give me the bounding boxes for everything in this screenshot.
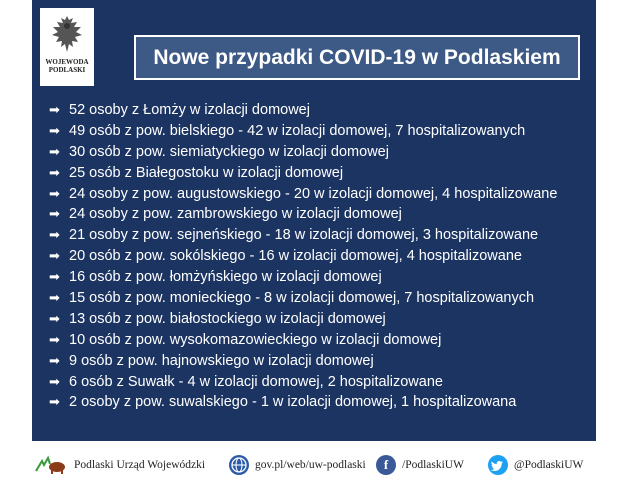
arrow-right-icon: ➡ xyxy=(49,331,60,347)
arrow-right-icon: ➡ xyxy=(49,206,60,222)
website-text: gov.pl/web/uw-podlaski xyxy=(255,459,366,471)
list-item: ➡ 15 osób z pow. monieckiego - 8 w izolacji domowej, 7 hospitalizowanych xyxy=(49,288,589,309)
list-item: ➡ 30 osób z pow. siemiatyckiego w izolacji domowej xyxy=(49,142,589,163)
cases-list xyxy=(49,100,589,413)
emblem-line1: WOJEWODA xyxy=(45,58,89,66)
arrow-right-icon: ➡ xyxy=(49,394,60,410)
list-item: ➡ 24 osoby z pow. zambrowskiego w izolacji domowej xyxy=(49,204,589,225)
twitter-icon xyxy=(488,455,508,475)
arrow-right-icon: ➡ xyxy=(49,164,60,180)
arrow-right-icon: ➡ xyxy=(49,122,60,138)
list-item: ➡ 9 osób z pow. hajnowskiego w izolacji domowej xyxy=(49,351,589,372)
title-box xyxy=(134,35,580,80)
list-item: ➡ 6 osób z Suwałk - 4 w izolacji domowej, 2 hospitalizowane xyxy=(49,372,589,393)
arrow-right-icon: ➡ xyxy=(49,352,60,368)
list-item: ➡ 16 osób z pow. łomżyńskiego w izolacji domowej xyxy=(49,267,589,288)
arrow-right-icon: ➡ xyxy=(49,310,60,326)
list-item: ➡ 24 osoby z pow. augustowskiego - 20 w izolacji domowej, 4 hospitalizowane xyxy=(49,184,589,205)
arrow-right-icon: ➡ xyxy=(49,102,60,117)
twitter-link[interactable] xyxy=(488,455,583,475)
twitter-text: @PodlaskiUW xyxy=(514,459,584,471)
list-item: ➡ 52 osoby z Łomży w izolacji domowej xyxy=(49,100,589,121)
arrow-right-icon: ➡ xyxy=(49,143,60,159)
arrow-right-icon: ➡ xyxy=(49,185,60,201)
list-item: ➡ 13 osób z pow. białostockiego w izolacji domowej xyxy=(49,309,589,330)
facebook-icon: f xyxy=(376,455,396,475)
office-credit xyxy=(34,455,205,475)
page-title: Nowe przypadki COVID-19 w Podlaskiem xyxy=(153,45,561,69)
arrow-right-icon: ➡ xyxy=(49,373,60,389)
eagle-emblem-icon xyxy=(50,14,84,56)
list-item: ➡ 25 osób z Białegostoku w izolacji domowej xyxy=(49,163,589,184)
website-link[interactable] xyxy=(229,455,366,475)
list-item: ➡ 10 osób z pow. wysokomazowieckiego w izolacji domowej xyxy=(49,330,589,351)
arrow-right-icon: ➡ xyxy=(49,227,60,243)
globe-icon xyxy=(229,455,249,475)
list-item: ➡ 2 osoby z pow. suwalskiego - 1 w izolacji domowej, 1 hospitalizowana xyxy=(49,392,589,413)
arrow-right-icon: ➡ xyxy=(49,269,60,285)
arrow-right-icon: ➡ xyxy=(49,248,60,264)
facebook-link[interactable] xyxy=(376,455,464,475)
list-item: ➡ 21 osoby z pow. sejneńskiego - 18 w izolacji domowej, 3 hospitalizowane xyxy=(49,225,589,246)
list-item: ➡ 49 osób z pow. bielskiego - 42 w izolacji domowej, 7 hospitalizowanych xyxy=(49,121,589,142)
arrow-right-icon: ➡ xyxy=(49,290,60,306)
facebook-text: /PodlaskiUW xyxy=(402,459,464,471)
footer xyxy=(0,441,630,489)
office-name: Podlaski Urząd Wojewódzki xyxy=(74,459,206,471)
emblem-line2: PODLASKI xyxy=(48,66,86,74)
list-item: ➡ 20 osób z pow. sokólskiego - 16 w izolacji domowej, 4 hospitalizowane xyxy=(49,246,589,267)
bison-logo-icon xyxy=(34,455,68,475)
emblem xyxy=(40,8,94,86)
